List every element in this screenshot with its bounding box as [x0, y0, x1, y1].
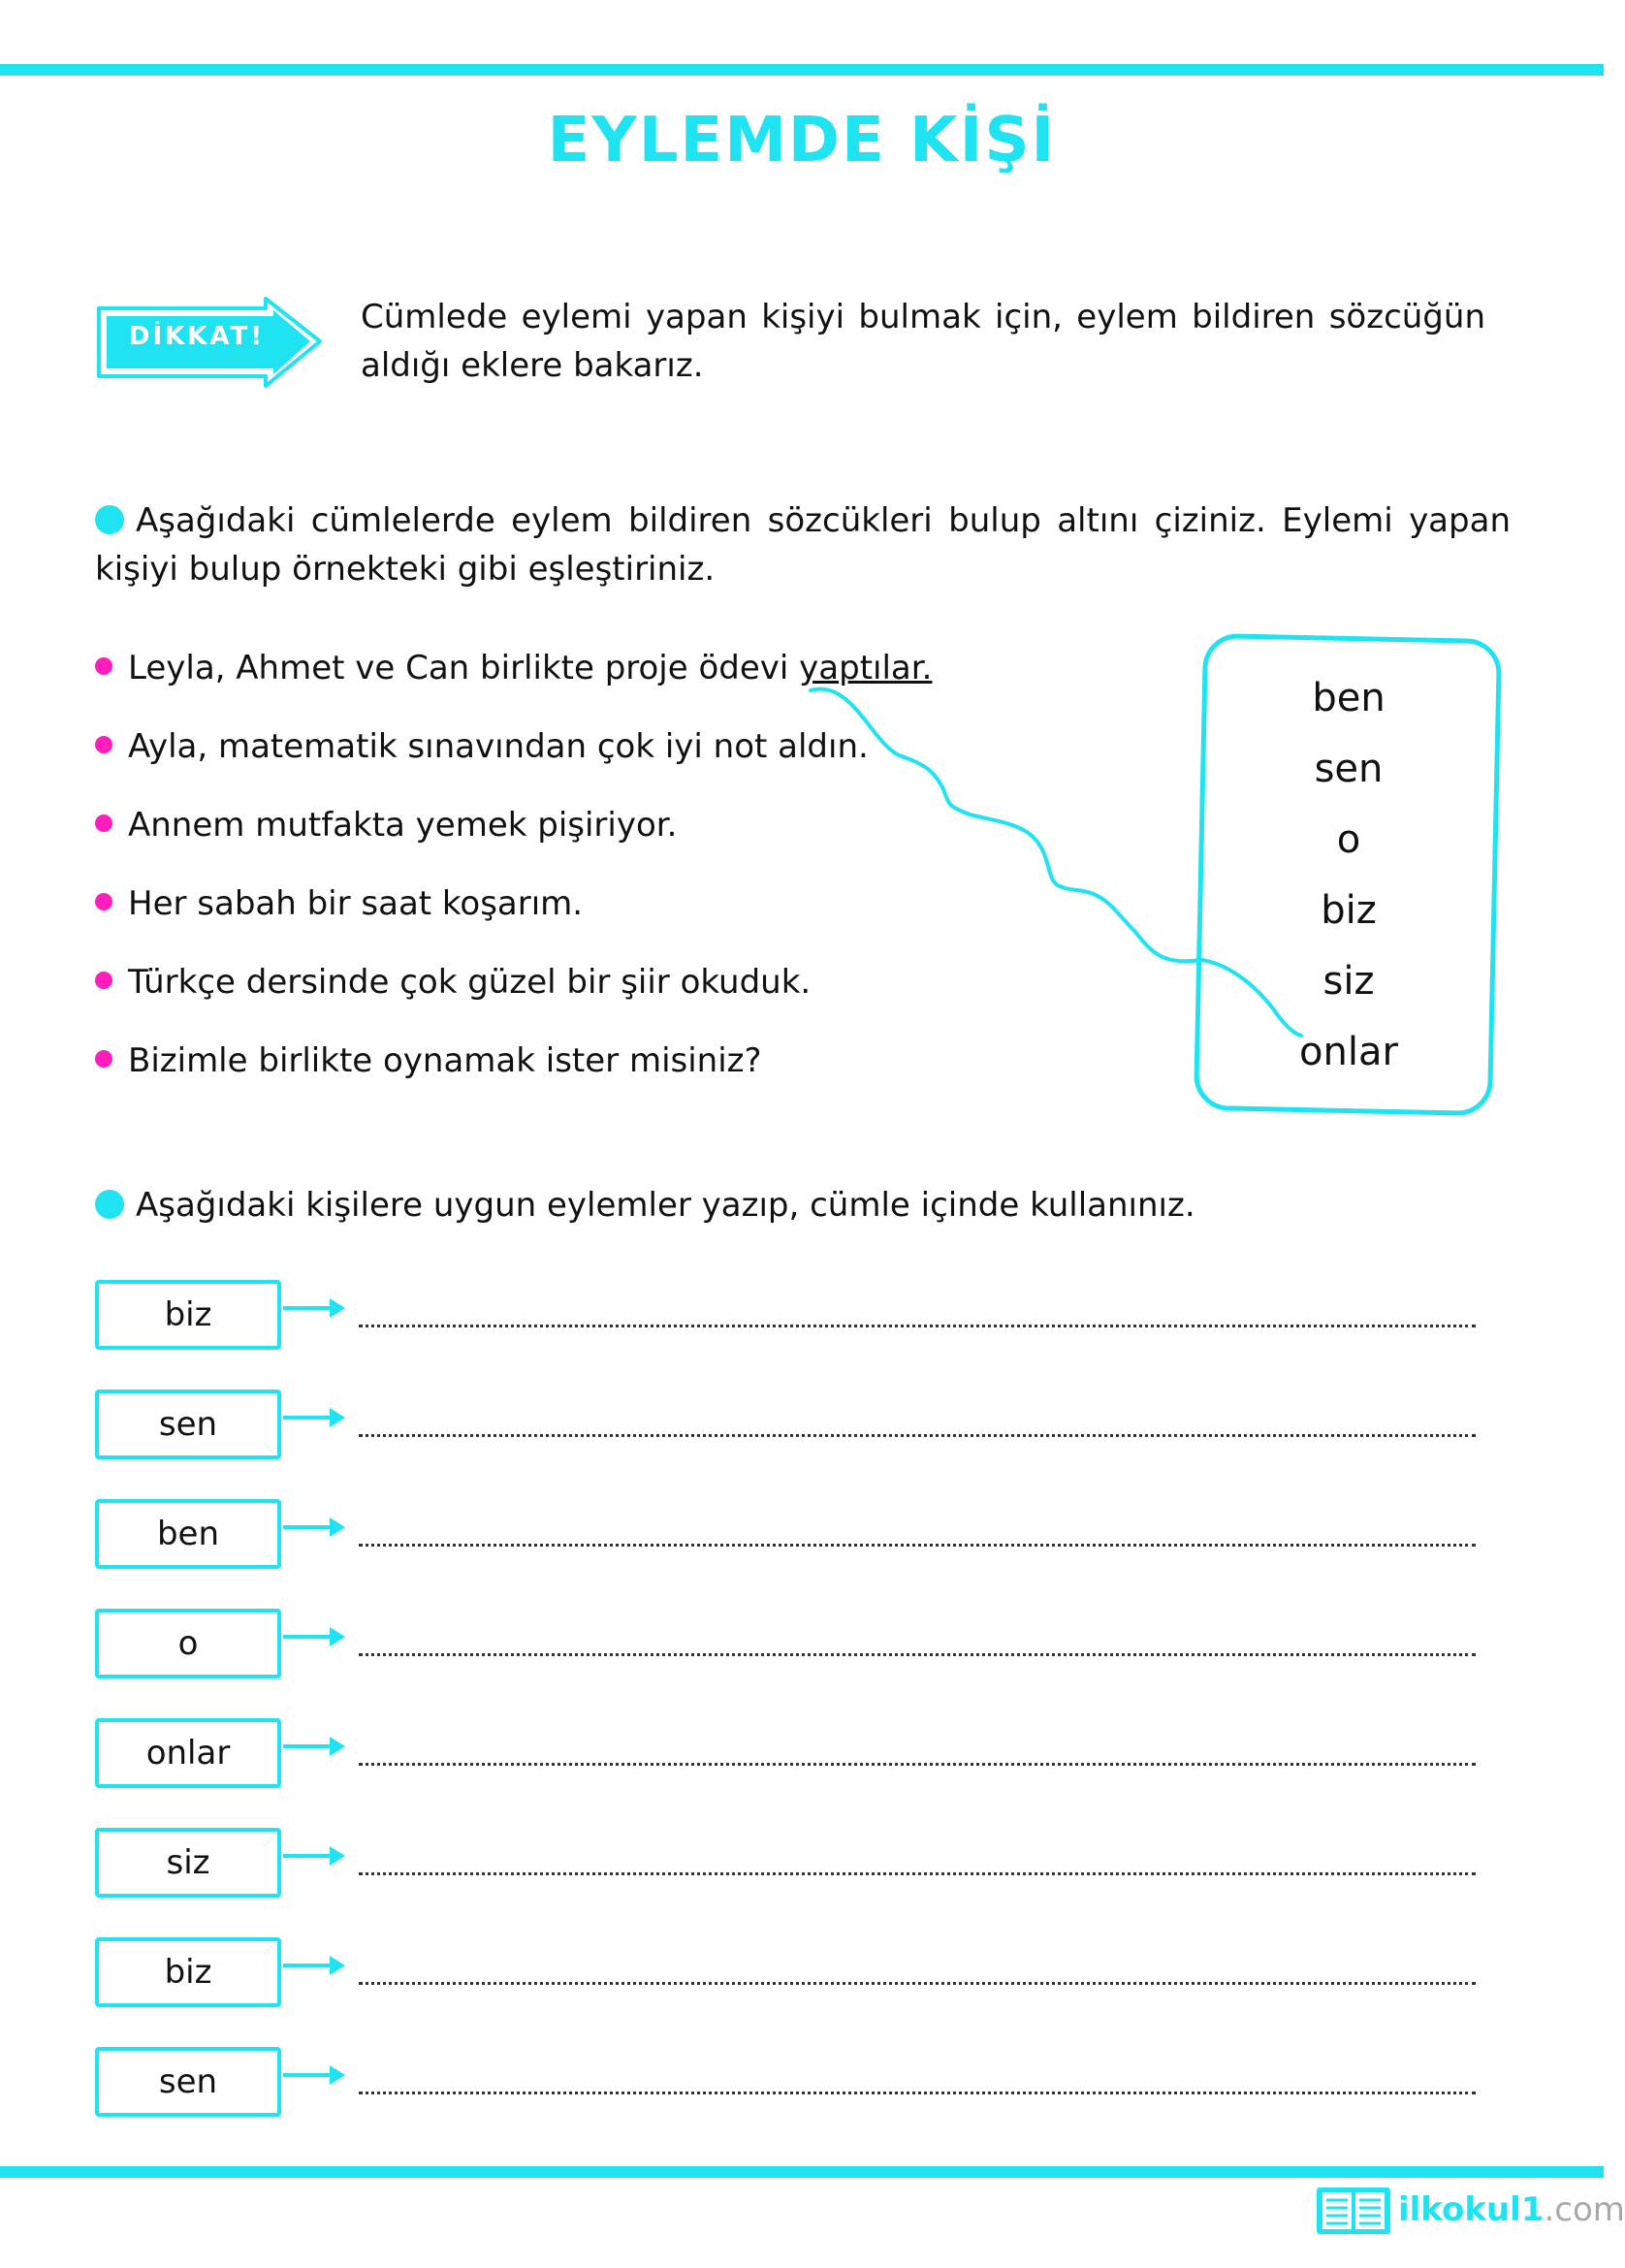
pronoun-label: biz	[164, 1953, 212, 1992]
sentence-text: Ayla, matematik sınavından çok iyi not aldın.	[128, 727, 869, 766]
dikkat-text: Cümlede eylemi yapan kişiyi bulmak için, eylem bildiren sözcüğün aldığı eklere bakarız.	[361, 298, 1485, 385]
answer-line[interactable]	[359, 1544, 1476, 1547]
exercise-row	[95, 1828, 1482, 1937]
pronoun-label: onlar	[145, 1734, 231, 1773]
cyan-bullet-icon	[95, 505, 124, 534]
sentence-text: Annem mutfakta yemek pişiriyor.	[128, 806, 678, 845]
pronoun-label: sen	[158, 2062, 218, 2101]
instruction-1-text: Aşağıdaki cümlelerde eylem bildiren sözcükleri bulup altını çiziniz. Eylemi yapan kişiyi bulup örnekteki gibi eşleştiriniz.	[95, 501, 1511, 589]
sentence-item	[95, 1037, 932, 1115]
exercise-row	[95, 1280, 1482, 1390]
top-border-bar	[0, 64, 1604, 76]
exercise-row	[95, 1718, 1482, 1828]
answer-line[interactable]	[359, 1653, 1476, 1656]
answer-line[interactable]	[359, 1763, 1476, 1766]
pronoun-box-label	[95, 1280, 281, 1350]
instruction-2-text: Aşağıdaki kişilere uygun eylemler yazıp, cümle içinde kullanınız.	[136, 1186, 1195, 1225]
pronoun-option[interactable]: biz	[1321, 888, 1377, 933]
pronoun-option[interactable]: onlar	[1299, 1030, 1398, 1074]
pronoun-label: ben	[156, 1515, 220, 1553]
sentence-text: Bizimle birlikte oynamak ister misiniz?	[128, 1041, 762, 1080]
sentence-list	[95, 644, 932, 1115]
footer-brand-name: ilkokul1	[1398, 2190, 1545, 2229]
arrow-right-icon	[281, 1841, 349, 1870]
magenta-bullet-icon	[95, 657, 112, 675]
footer-logo	[1315, 2184, 1625, 2236]
sentence-text: Her sabah bir saat koşarım.	[128, 884, 584, 923]
book-icon	[1315, 2184, 1392, 2236]
pronoun-list	[1198, 669, 1499, 1094]
exercise-row	[95, 1390, 1482, 1499]
exercise-list	[95, 1280, 1482, 2156]
arrow-right-icon	[281, 1403, 349, 1432]
pronoun-label: siz	[166, 1843, 210, 1882]
answer-line[interactable]	[359, 1872, 1476, 1875]
exercise-row	[95, 1499, 1482, 1609]
answer-line[interactable]	[359, 2092, 1476, 2094]
sentence-item	[95, 879, 932, 958]
footer-brand	[1398, 2190, 1625, 2229]
arrow-right-icon	[281, 1732, 349, 1761]
sentence-item	[95, 958, 932, 1037]
sentence-item	[95, 722, 932, 801]
pronoun-box-label	[95, 1937, 281, 2007]
sentence-item	[95, 801, 932, 879]
magenta-bullet-icon	[95, 893, 112, 910]
bottom-border-bar	[0, 2166, 1604, 2178]
dikkat-label: DİKKAT!	[128, 322, 266, 351]
pronoun-label: sen	[158, 1405, 218, 1444]
exercise-row	[95, 1937, 1482, 2047]
sentence-text: Leyla, Ahmet ve Can birlikte proje ödevi	[128, 649, 800, 687]
page-title: EYLEMDE KİŞİ	[547, 105, 1057, 176]
pronoun-option[interactable]: ben	[1312, 676, 1386, 720]
pronoun-option[interactable]: siz	[1322, 959, 1375, 1004]
pronoun-label: o	[177, 1624, 199, 1663]
arrow-right-icon	[281, 1513, 349, 1542]
sentence-item	[95, 644, 932, 722]
arrow-right-icon	[281, 1294, 349, 1323]
sentence-text: Türkçe dersinde çok güzel bir şiir okuduk.	[128, 963, 812, 1002]
footer-brand-suffix: .com	[1544, 2190, 1625, 2229]
pronoun-option[interactable]: o	[1336, 817, 1361, 862]
magenta-bullet-icon	[95, 815, 112, 832]
cyan-bullet-icon	[95, 1190, 124, 1219]
magenta-bullet-icon	[95, 1050, 112, 1068]
pronoun-box-label	[95, 2047, 281, 2117]
answer-line[interactable]	[359, 1434, 1476, 1437]
answer-line[interactable]	[359, 1982, 1476, 1985]
pronoun-option[interactable]: sen	[1314, 747, 1384, 791]
pronoun-box-label	[95, 1718, 281, 1788]
pronoun-label: biz	[164, 1295, 212, 1334]
pronoun-box-label	[95, 1609, 281, 1678]
magenta-bullet-icon	[95, 972, 112, 989]
arrow-right-icon	[281, 2060, 349, 2090]
arrow-right-icon	[281, 1951, 349, 1980]
instruction-2	[95, 1181, 1259, 1230]
instruction-1	[95, 496, 1511, 593]
magenta-bullet-icon	[95, 736, 112, 753]
arrow-right-icon	[281, 1622, 349, 1651]
pronoun-box-label	[95, 1828, 281, 1898]
exercise-row	[95, 1609, 1482, 1718]
pronoun-box-label	[95, 1390, 281, 1459]
exercise-row	[95, 2047, 1482, 2156]
answer-line[interactable]	[359, 1325, 1476, 1327]
pronoun-box-label	[95, 1499, 281, 1569]
underlined-verb: yaptılar.	[799, 649, 933, 687]
